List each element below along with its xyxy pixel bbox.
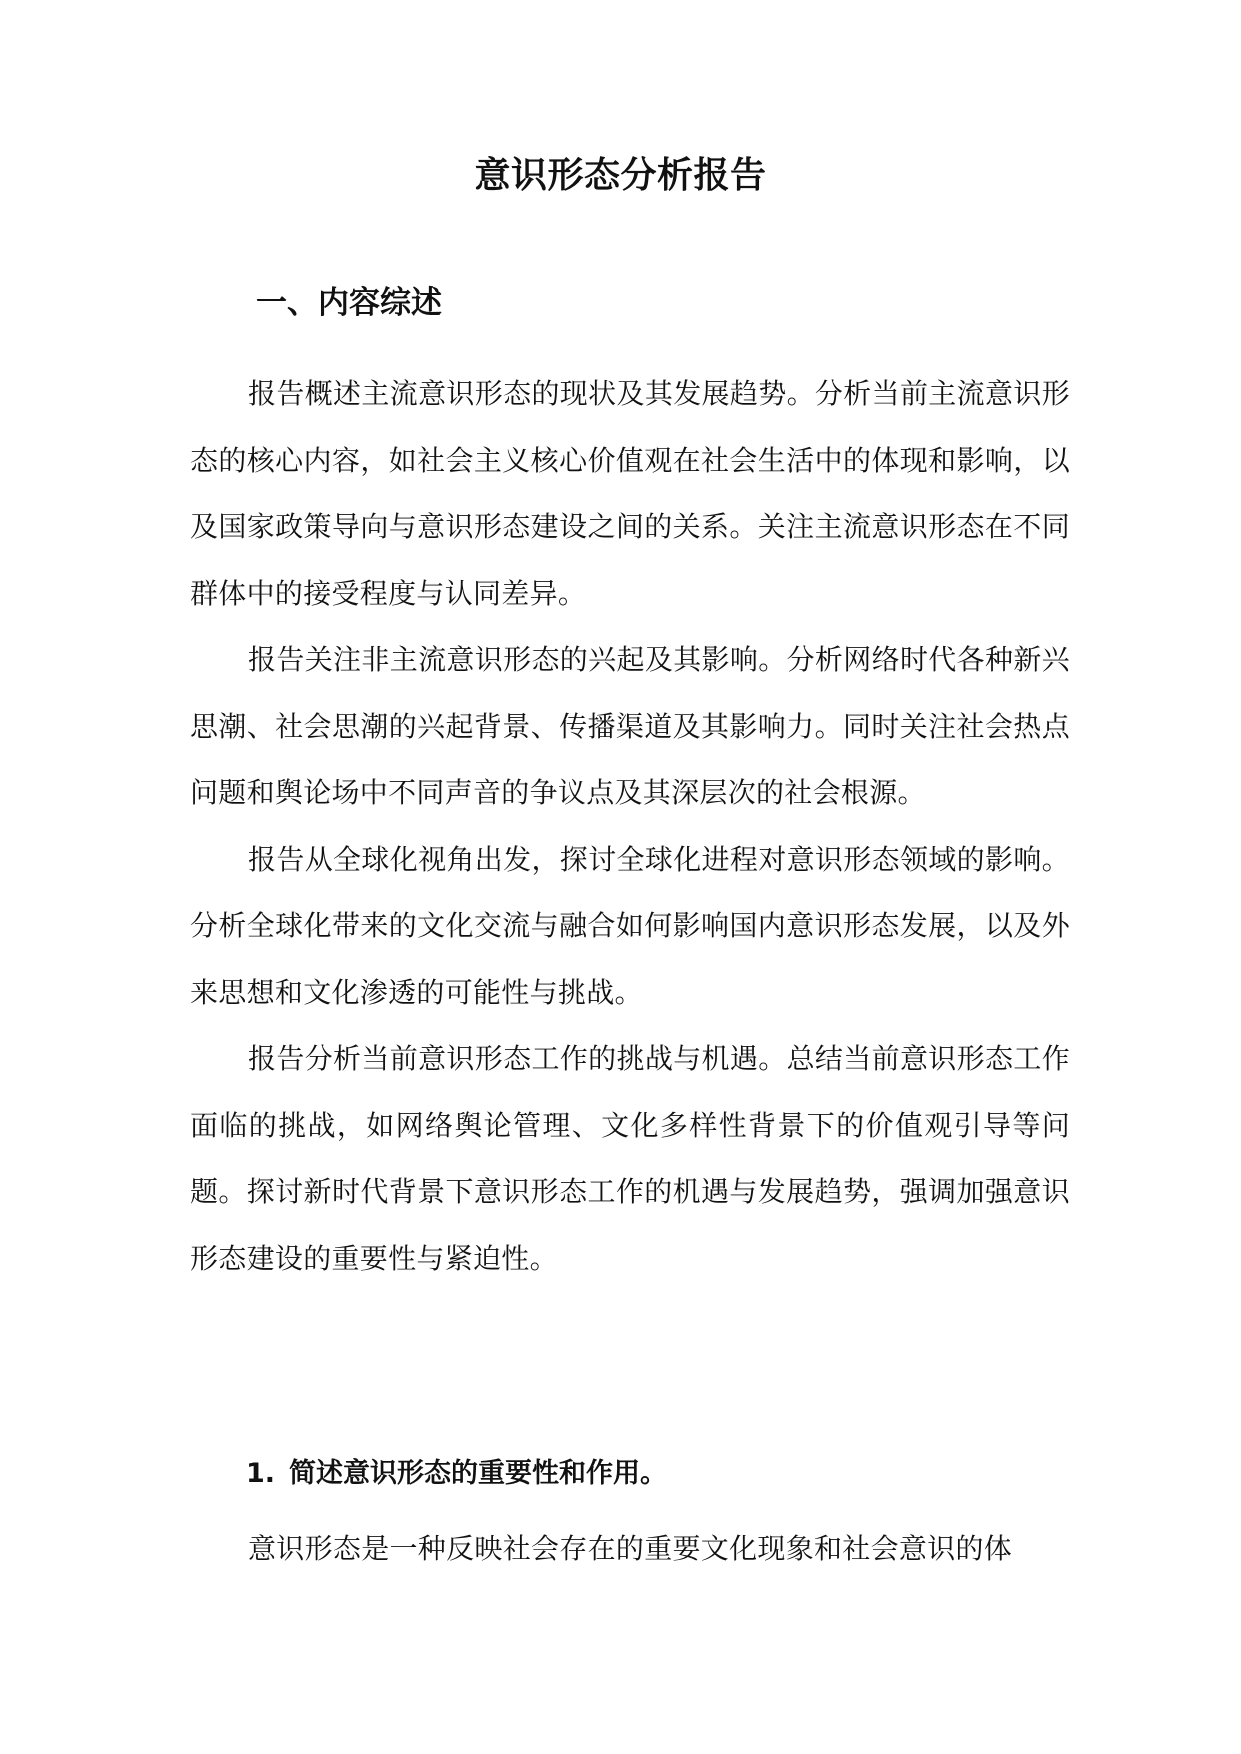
- document-title: 意识形态分析报告: [474, 155, 767, 196]
- document-body: [190, 361, 1070, 1292]
- paragraph-4: 报告分析当前意识形态工作的挑战与机遇。总结当前意识形态工作面临的挑战，如网络舆论管理、文化多样性背景下的价值观引导等问题。探讨新时代背景下意识形态工作的机遇与发展趋势，强调加强意识形态建设的重要性与紧迫性。: [190, 1042, 1070, 1275]
- subheading-number: 1.: [246, 1458, 276, 1489]
- paragraph-1: 报告概述主流意识形态的现状及其发展趋势。分析当前主流意识形态的核心内容，如社会主义核心价值观在社会生活中的体现和影响，以及国家政策导向与意识形态建设之间的关系。关注主流意识形态在不同群体中的接受程度与认同差异。: [190, 377, 1070, 610]
- document-body-continued: [190, 1516, 1070, 1583]
- subheading: [246, 1454, 667, 1494]
- paragraph-3: 报告从全球化视角出发，探讨全球化进程对意识形态领域的影响。分析全球化带来的文化交流与融合如何影响国内意识形态发展，以及外来思想和文化渗透的可能性与挑战。: [190, 842, 1070, 1009]
- paragraph-2: 报告关注非主流意识形态的兴起及其影响。分析网络时代各种新兴思潮、社会思潮的兴起背景、传播渠道及其影响力。同时关注社会热点问题和舆论场中不同声音的争议点及其深层次的社会根源。: [190, 643, 1070, 809]
- paragraph-5: 意识形态是一种反映社会存在的重要文化现象和社会意识的体: [248, 1532, 1013, 1565]
- subheading-text: 简述意识形态的重要性和作用。: [289, 1458, 668, 1489]
- section-heading: 一、内容综述: [256, 285, 442, 321]
